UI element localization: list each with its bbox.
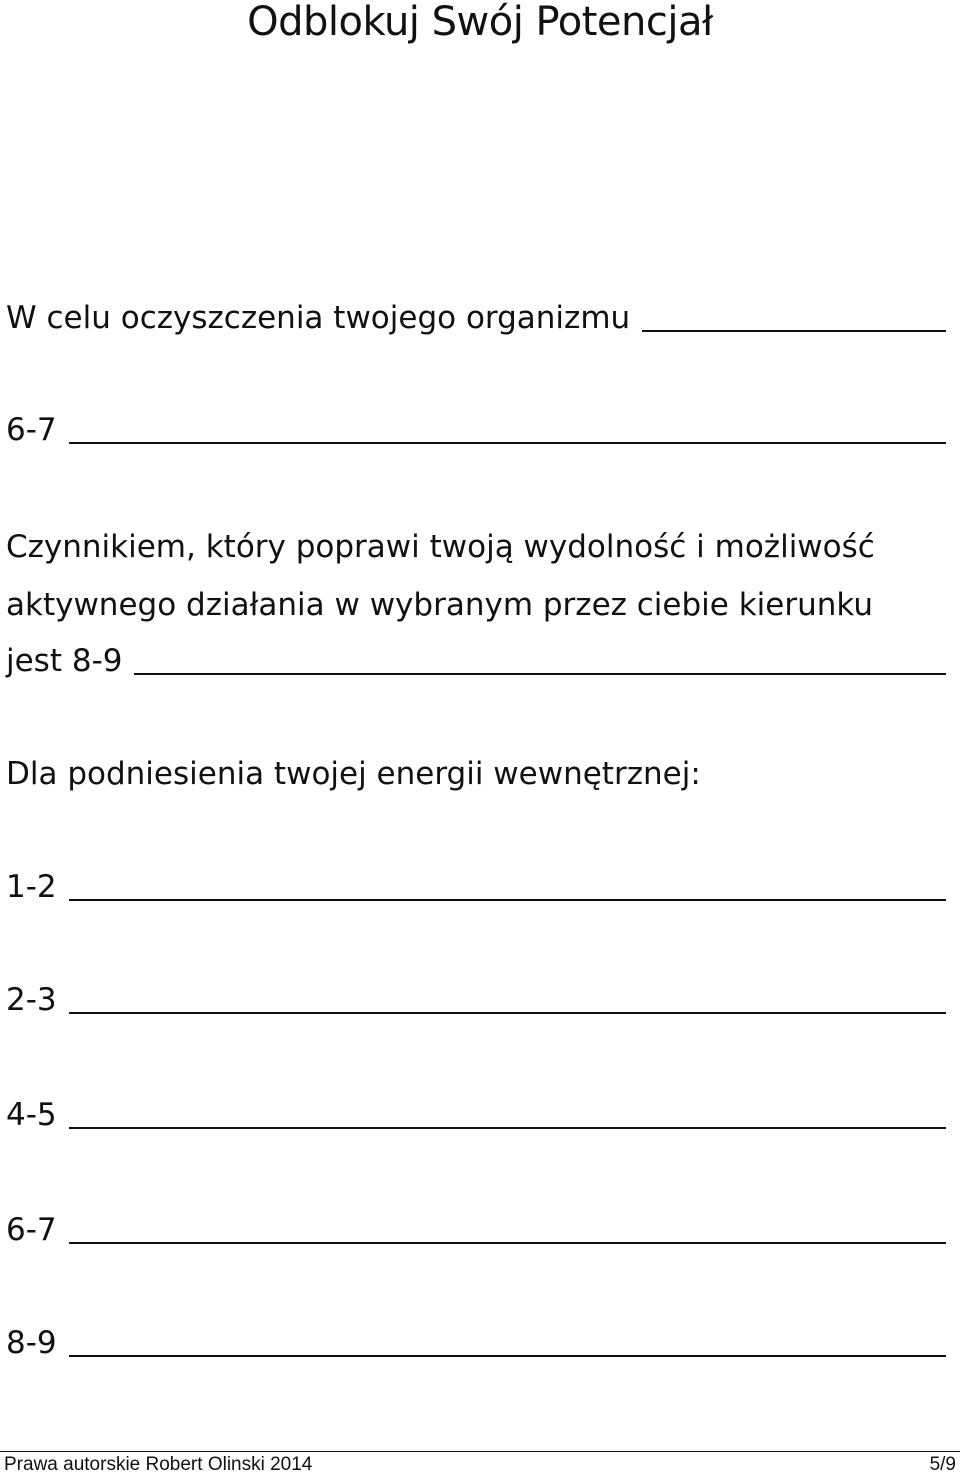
footer-page-number: 5/9: [929, 1454, 956, 1475]
energy-label-3: 4-5: [6, 1097, 57, 1133]
energy-row-5: [6, 1323, 946, 1363]
cleansing-answer-line[interactable]: [642, 328, 946, 332]
performance-line-1: Czynnikiem, który poprawi twoją wydolność i możliwość: [6, 529, 875, 565]
footer-copyright: Prawa autorskie Robert Olinski 2014: [4, 1454, 313, 1475]
performance-answer-line[interactable]: [134, 671, 946, 675]
energy-answer-line-4[interactable]: [69, 1240, 946, 1244]
cleansing-range-label: 6-7: [6, 412, 57, 448]
energy-row-4: [6, 1210, 946, 1250]
cleansing-row: [6, 298, 946, 338]
cleansing-range-row: [6, 410, 946, 450]
performance-line-3: jest 8-9: [6, 643, 123, 679]
energy-label-5: 8-9: [6, 1325, 57, 1361]
performance-answer-row: [6, 641, 946, 681]
cleansing-label: W celu oczyszczenia twojego organizmu: [6, 300, 631, 336]
energy-row-3: [6, 1095, 946, 1135]
energy-label-4: 6-7: [6, 1212, 57, 1248]
energy-answer-line-3[interactable]: [69, 1125, 946, 1129]
page-footer: [0, 1451, 960, 1478]
cleansing-range-answer-line[interactable]: [69, 440, 946, 444]
energy-answer-line-5[interactable]: [69, 1353, 946, 1357]
page-title: Odblokuj Swój Potencjał: [247, 0, 713, 45]
performance-paragraph: [6, 518, 946, 634]
energy-row-1: [6, 867, 946, 907]
energy-answer-line-1[interactable]: [69, 897, 946, 901]
energy-label-1: 1-2: [6, 869, 57, 905]
energy-answer-line-2[interactable]: [69, 1010, 946, 1014]
energy-label-2: 2-3: [6, 982, 57, 1018]
performance-line-2: aktywnego działania w wybranym przez ciebie kierunku: [6, 587, 874, 623]
energy-row-2: [6, 980, 946, 1020]
energy-heading: Dla podniesienia twojej energii wewnętrznej:: [6, 756, 701, 792]
